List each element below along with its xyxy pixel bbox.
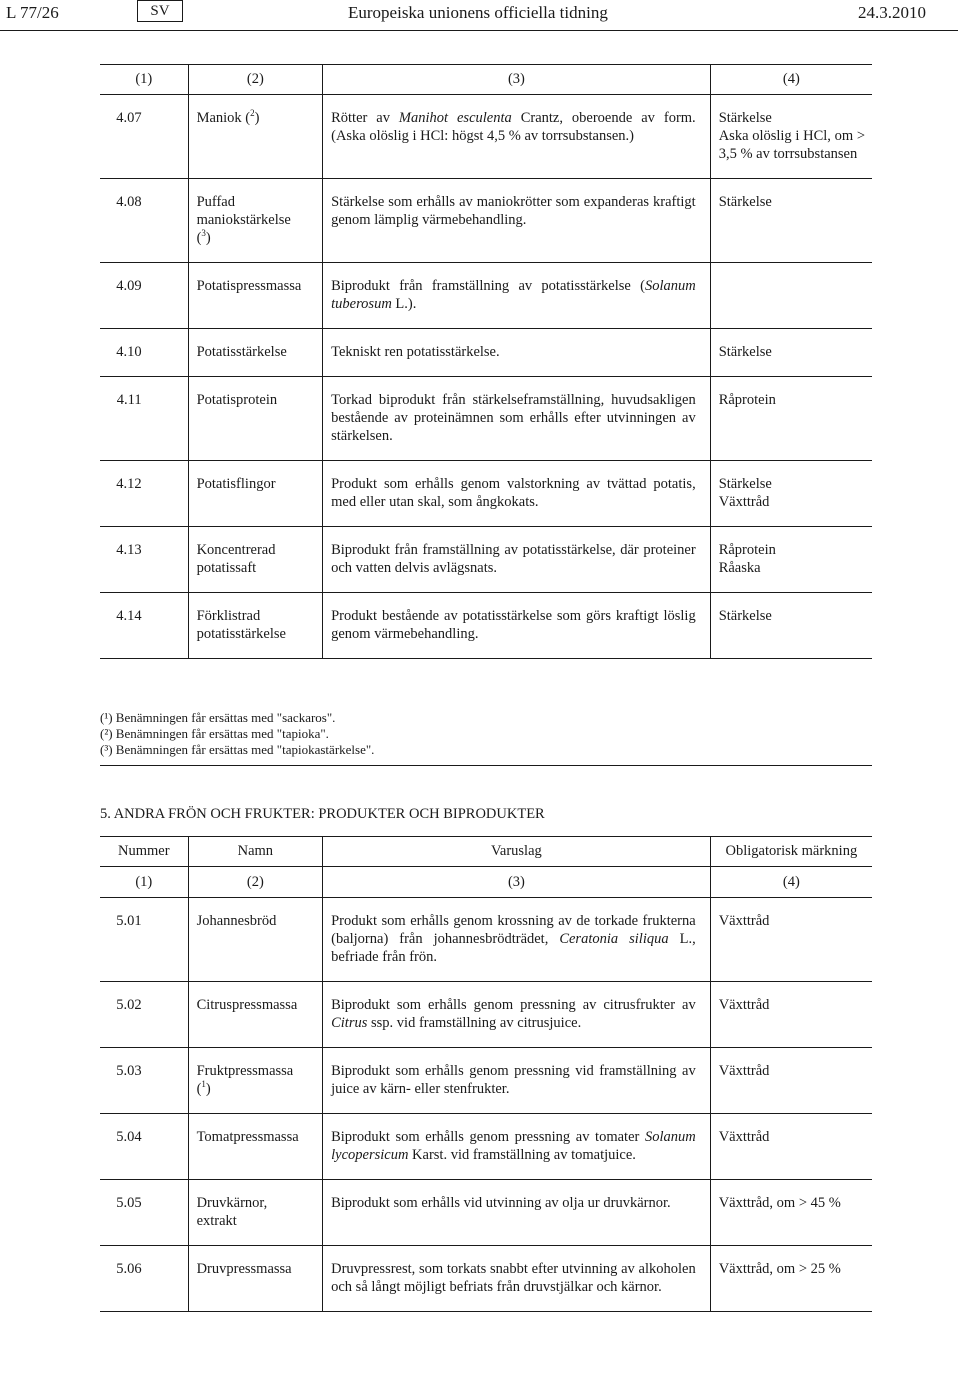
row-number: 5.06 bbox=[100, 1246, 188, 1312]
row-name: Tomatpressmassa bbox=[188, 1114, 323, 1180]
table1 bbox=[100, 64, 872, 659]
row-marking: Stärkelse bbox=[710, 593, 872, 659]
table-row bbox=[100, 982, 872, 1048]
row-marking: Växttråd, om > 25 % bbox=[710, 1246, 872, 1312]
table-row bbox=[100, 179, 872, 263]
language-box: SV bbox=[137, 0, 183, 22]
row-number: 5.04 bbox=[100, 1114, 188, 1180]
row-number: 4.07 bbox=[100, 95, 188, 179]
row-name: Förklistrad potatisstärkelse bbox=[188, 593, 323, 659]
row-name: Druvkärnor, extrakt bbox=[188, 1180, 323, 1246]
table-row bbox=[100, 461, 872, 527]
publication-date: 24.3.2010 bbox=[858, 3, 926, 22]
page-reference: L 77/26 bbox=[6, 3, 59, 22]
row-description: Druvpressrest, som torkats snabbt efter utvinning av alkoholen och så långt möjligt befriats från druvstjälkar och kärnor. bbox=[323, 1246, 711, 1312]
row-description: Torkad biprodukt från stärkelseframställning, huvudsakligen bestående av proteinämnen som erhålls efter utvinningen av stärkelsen. bbox=[323, 377, 711, 461]
table-row bbox=[100, 593, 872, 659]
table-row bbox=[100, 377, 872, 461]
row-description: Stärkelse som erhålls av maniokrötter som expanderas kraftigt genom lämplig värmebehandling. bbox=[323, 179, 711, 263]
row-name: Potatisprotein bbox=[188, 377, 323, 461]
row-description: Biprodukt som erhålls genom pressning av tomater Solanum lycopersicum Karst. vid framställning av tomatjuice. bbox=[323, 1114, 711, 1180]
row-name: Citruspressmassa bbox=[188, 982, 323, 1048]
footnote: (²) Benämningen får ersättas med "tapioka". bbox=[100, 726, 329, 741]
row-name: Puffad maniokstärkelse ($^3$) bbox=[188, 179, 323, 263]
header-nummer: Nummer bbox=[100, 836, 188, 867]
row-number: 4.08 bbox=[100, 179, 188, 263]
colnum-1: (1) bbox=[100, 867, 188, 898]
table2 bbox=[100, 836, 872, 1312]
row-description: Produkt bestående av potatisstärkelse som görs kraftigt löslig genom värmebehandling. bbox=[323, 593, 711, 659]
row-name: Potatisstärkelse bbox=[188, 329, 323, 377]
colnum-4: (4) bbox=[710, 64, 872, 95]
row-number: 4.11 bbox=[100, 377, 188, 461]
header-namn: Namn bbox=[188, 836, 323, 867]
row-marking: Stärkelse bbox=[710, 179, 872, 263]
row-number: 4.13 bbox=[100, 527, 188, 593]
row-name: Druvpressmassa bbox=[188, 1246, 323, 1312]
row-number: 4.10 bbox=[100, 329, 188, 377]
row-marking: Växttråd bbox=[710, 898, 872, 982]
row-number: 5.01 bbox=[100, 898, 188, 982]
table-row bbox=[100, 1114, 872, 1180]
header-marking: Obligatorisk märkning bbox=[710, 836, 872, 867]
row-marking: Växttråd bbox=[710, 1048, 872, 1114]
row-name: Potatispressmassa bbox=[188, 263, 323, 329]
footnote: (³) Benämningen får ersättas med "tapiokastärkelse". bbox=[100, 742, 375, 757]
row-name: Johannesbröd bbox=[188, 898, 323, 982]
page-header bbox=[0, 0, 960, 30]
footnotes bbox=[100, 710, 872, 758]
row-number: 4.09 bbox=[100, 263, 188, 329]
table2-colnum-row bbox=[100, 867, 872, 898]
row-description: Biprodukt som erhålls genom pressning av citrusfrukter av Citrus ssp. vid framställning av citrusjuice. bbox=[323, 982, 711, 1048]
table-row bbox=[100, 1246, 872, 1312]
table-row bbox=[100, 527, 872, 593]
table-row bbox=[100, 1180, 872, 1246]
row-number: 5.03 bbox=[100, 1048, 188, 1114]
table-row bbox=[100, 95, 872, 179]
table-row bbox=[100, 898, 872, 982]
row-marking: Råprotein Råaska bbox=[710, 527, 872, 593]
journal-title: Europeiska unionens officiella tidning bbox=[348, 3, 608, 22]
colnum-2: (2) bbox=[188, 64, 323, 95]
colnum-3: (3) bbox=[323, 64, 711, 95]
row-marking: Växttråd bbox=[710, 982, 872, 1048]
row-description: Tekniskt ren potatisstärkelse. bbox=[323, 329, 711, 377]
row-marking: Stärkelse Växttråd bbox=[710, 461, 872, 527]
section-title: 5. ANDRA FRÖN OCH FRUKTER: PRODUKTER OCH BIPRODUKTER bbox=[100, 806, 545, 822]
row-description: Biprodukt som erhålls vid utvinning av olja ur druvkärnor. bbox=[323, 1180, 711, 1246]
row-marking: Råprotein bbox=[710, 377, 872, 461]
table-row bbox=[100, 263, 872, 329]
row-description: Biprodukt från framställning av potatisstärkelse (Solanum tuberosum L.). bbox=[323, 263, 711, 329]
row-description: Produkt som erhålls genom valstorkning av tvättad potatis, med eller utan skal, som ångkokats. bbox=[323, 461, 711, 527]
row-name: Potatisflingor bbox=[188, 461, 323, 527]
row-name: Fruktpressmassa ($^1$) bbox=[188, 1048, 323, 1114]
row-number: 5.05 bbox=[100, 1180, 188, 1246]
row-number: 5.02 bbox=[100, 982, 188, 1048]
colnum-1: (1) bbox=[100, 64, 188, 95]
colnum-4: (4) bbox=[710, 867, 872, 898]
row-number: 4.12 bbox=[100, 461, 188, 527]
table-row bbox=[100, 1048, 872, 1114]
header-rule bbox=[0, 30, 958, 31]
row-marking: Stärkelse bbox=[710, 329, 872, 377]
row-name: Koncentrerad potatissaft bbox=[188, 527, 323, 593]
header-varuslag: Varuslag bbox=[323, 836, 711, 867]
row-description: Biprodukt från framställning av potatisstärkelse, där proteiner och vatten delvis avlägsnats. bbox=[323, 527, 711, 593]
row-marking: Växttråd, om > 45 % bbox=[710, 1180, 872, 1246]
footnote-rule bbox=[100, 765, 872, 766]
row-marking: Stärkelse Aska olöslig i HCl, om > 3,5 % av torrsubstansen bbox=[710, 95, 872, 179]
table2-header-row bbox=[100, 836, 872, 867]
row-description: Biprodukt som erhålls genom pressning vid framställning av juice av kärn- eller stenfrukter. bbox=[323, 1048, 711, 1114]
table-row bbox=[100, 329, 872, 377]
colnum-3: (3) bbox=[323, 867, 711, 898]
row-marking: Växttråd bbox=[710, 1114, 872, 1180]
row-description: Produkt som erhålls genom krossning av de torkade frukterna (baljorna) från johannesbrödträdet, Ceratonia siliqua L., befriade från frön. bbox=[323, 898, 711, 982]
row-description: Rötter av Manihot esculenta Crantz, oberoende av form. (Aska olöslig i HCl: högst 4,5 % av torrsubstansen.) bbox=[323, 95, 711, 179]
table1-colnum-row bbox=[100, 64, 872, 95]
colnum-2: (2) bbox=[188, 867, 323, 898]
row-marking bbox=[710, 263, 872, 329]
footnote: (¹) Benämningen får ersättas med "sackaros". bbox=[100, 710, 336, 725]
row-number: 4.14 bbox=[100, 593, 188, 659]
row-name: Maniok ($^2$) bbox=[188, 95, 323, 179]
